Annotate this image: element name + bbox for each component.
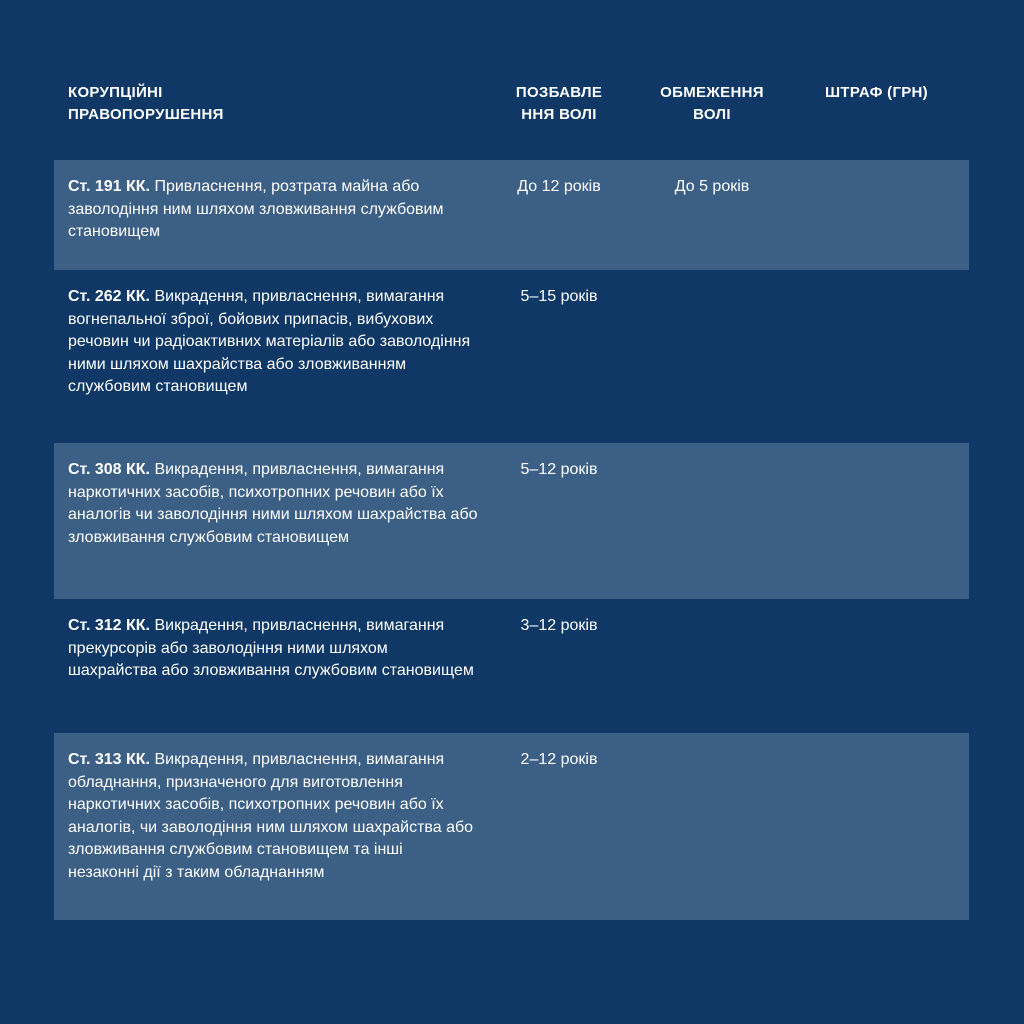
- imprisonment-cell: До 12 років: [517, 178, 601, 195]
- imprisonment-cell: 5–12 років: [520, 461, 598, 478]
- table-row-art-312: [54, 599, 969, 733]
- offense-description: Викрадення, привласнення, вимагання наркотичних засобів, психотропних речовин або їх аналогів чи заволодіння ними шляхом шахрайства або зловживання службовим становищем: [68, 461, 478, 546]
- offense-description: Викрадення, привласнення, вимагання вогнепальної зброї, бойових припасів, вибухових речовин чи радіоактивних матеріалів або заволодіння ними шляхом шахрайства або зловживанням службовим становищем: [68, 288, 471, 396]
- header-fine: ШТРАФ (ГРН): [825, 84, 928, 101]
- header-offense: КОРУПЦІЙНІ ПРАВОПОРУШЕННЯ: [68, 84, 224, 123]
- article-number: Ст. 312 КК.: [68, 617, 150, 634]
- article-number: Ст. 191 КК.: [68, 178, 150, 195]
- header-imprisonment: ПОЗБАВЛЕ ННЯ ВОЛІ: [515, 84, 603, 123]
- table-header: [54, 0, 969, 160]
- offense-description: Привласнення, розтрата майна або заволодіння ним шляхом зловживання службовим становищем: [68, 178, 444, 241]
- penalties-table: [54, 0, 969, 1024]
- offense-description: Викрадення, привласнення, вимагання обладнання, призначеного для виготовлення наркотичних засобів, психотропних речовин або їх аналогів, чи заволодіння ним шляхом шахрайства або зловживання службовим становищем та інші незаконні дії з таким обладнанням: [68, 751, 474, 881]
- imprisonment-cell: 3–12 років: [520, 617, 598, 634]
- table-row-art-313: [54, 733, 969, 920]
- offense-cell: [68, 615, 478, 683]
- table-row-art-262: [54, 270, 969, 443]
- offense-cell: [68, 459, 478, 549]
- article-number: Ст. 308 КК.: [68, 461, 150, 478]
- offense-cell: [68, 286, 478, 399]
- imprisonment-cell: 5–15 років: [520, 288, 598, 305]
- imprisonment-cell: 2–12 років: [520, 751, 598, 768]
- table-row-art-308: [54, 443, 969, 599]
- restriction-cell: До 5 років: [674, 178, 750, 195]
- offense-description: Викрадення, привласнення, вимагання прекурсорів або заволодіння ними шляхом шахрайства або зловживання службовим становищем: [68, 617, 474, 680]
- offense-cell: [68, 749, 478, 885]
- table-row-art-191: [54, 160, 969, 270]
- header-restriction: ОБМЕЖЕННЯ ВОЛІ: [660, 84, 764, 123]
- offense-cell: [68, 176, 478, 244]
- article-number: Ст. 262 КК.: [68, 288, 150, 305]
- article-number: Ст. 313 КК.: [68, 751, 150, 768]
